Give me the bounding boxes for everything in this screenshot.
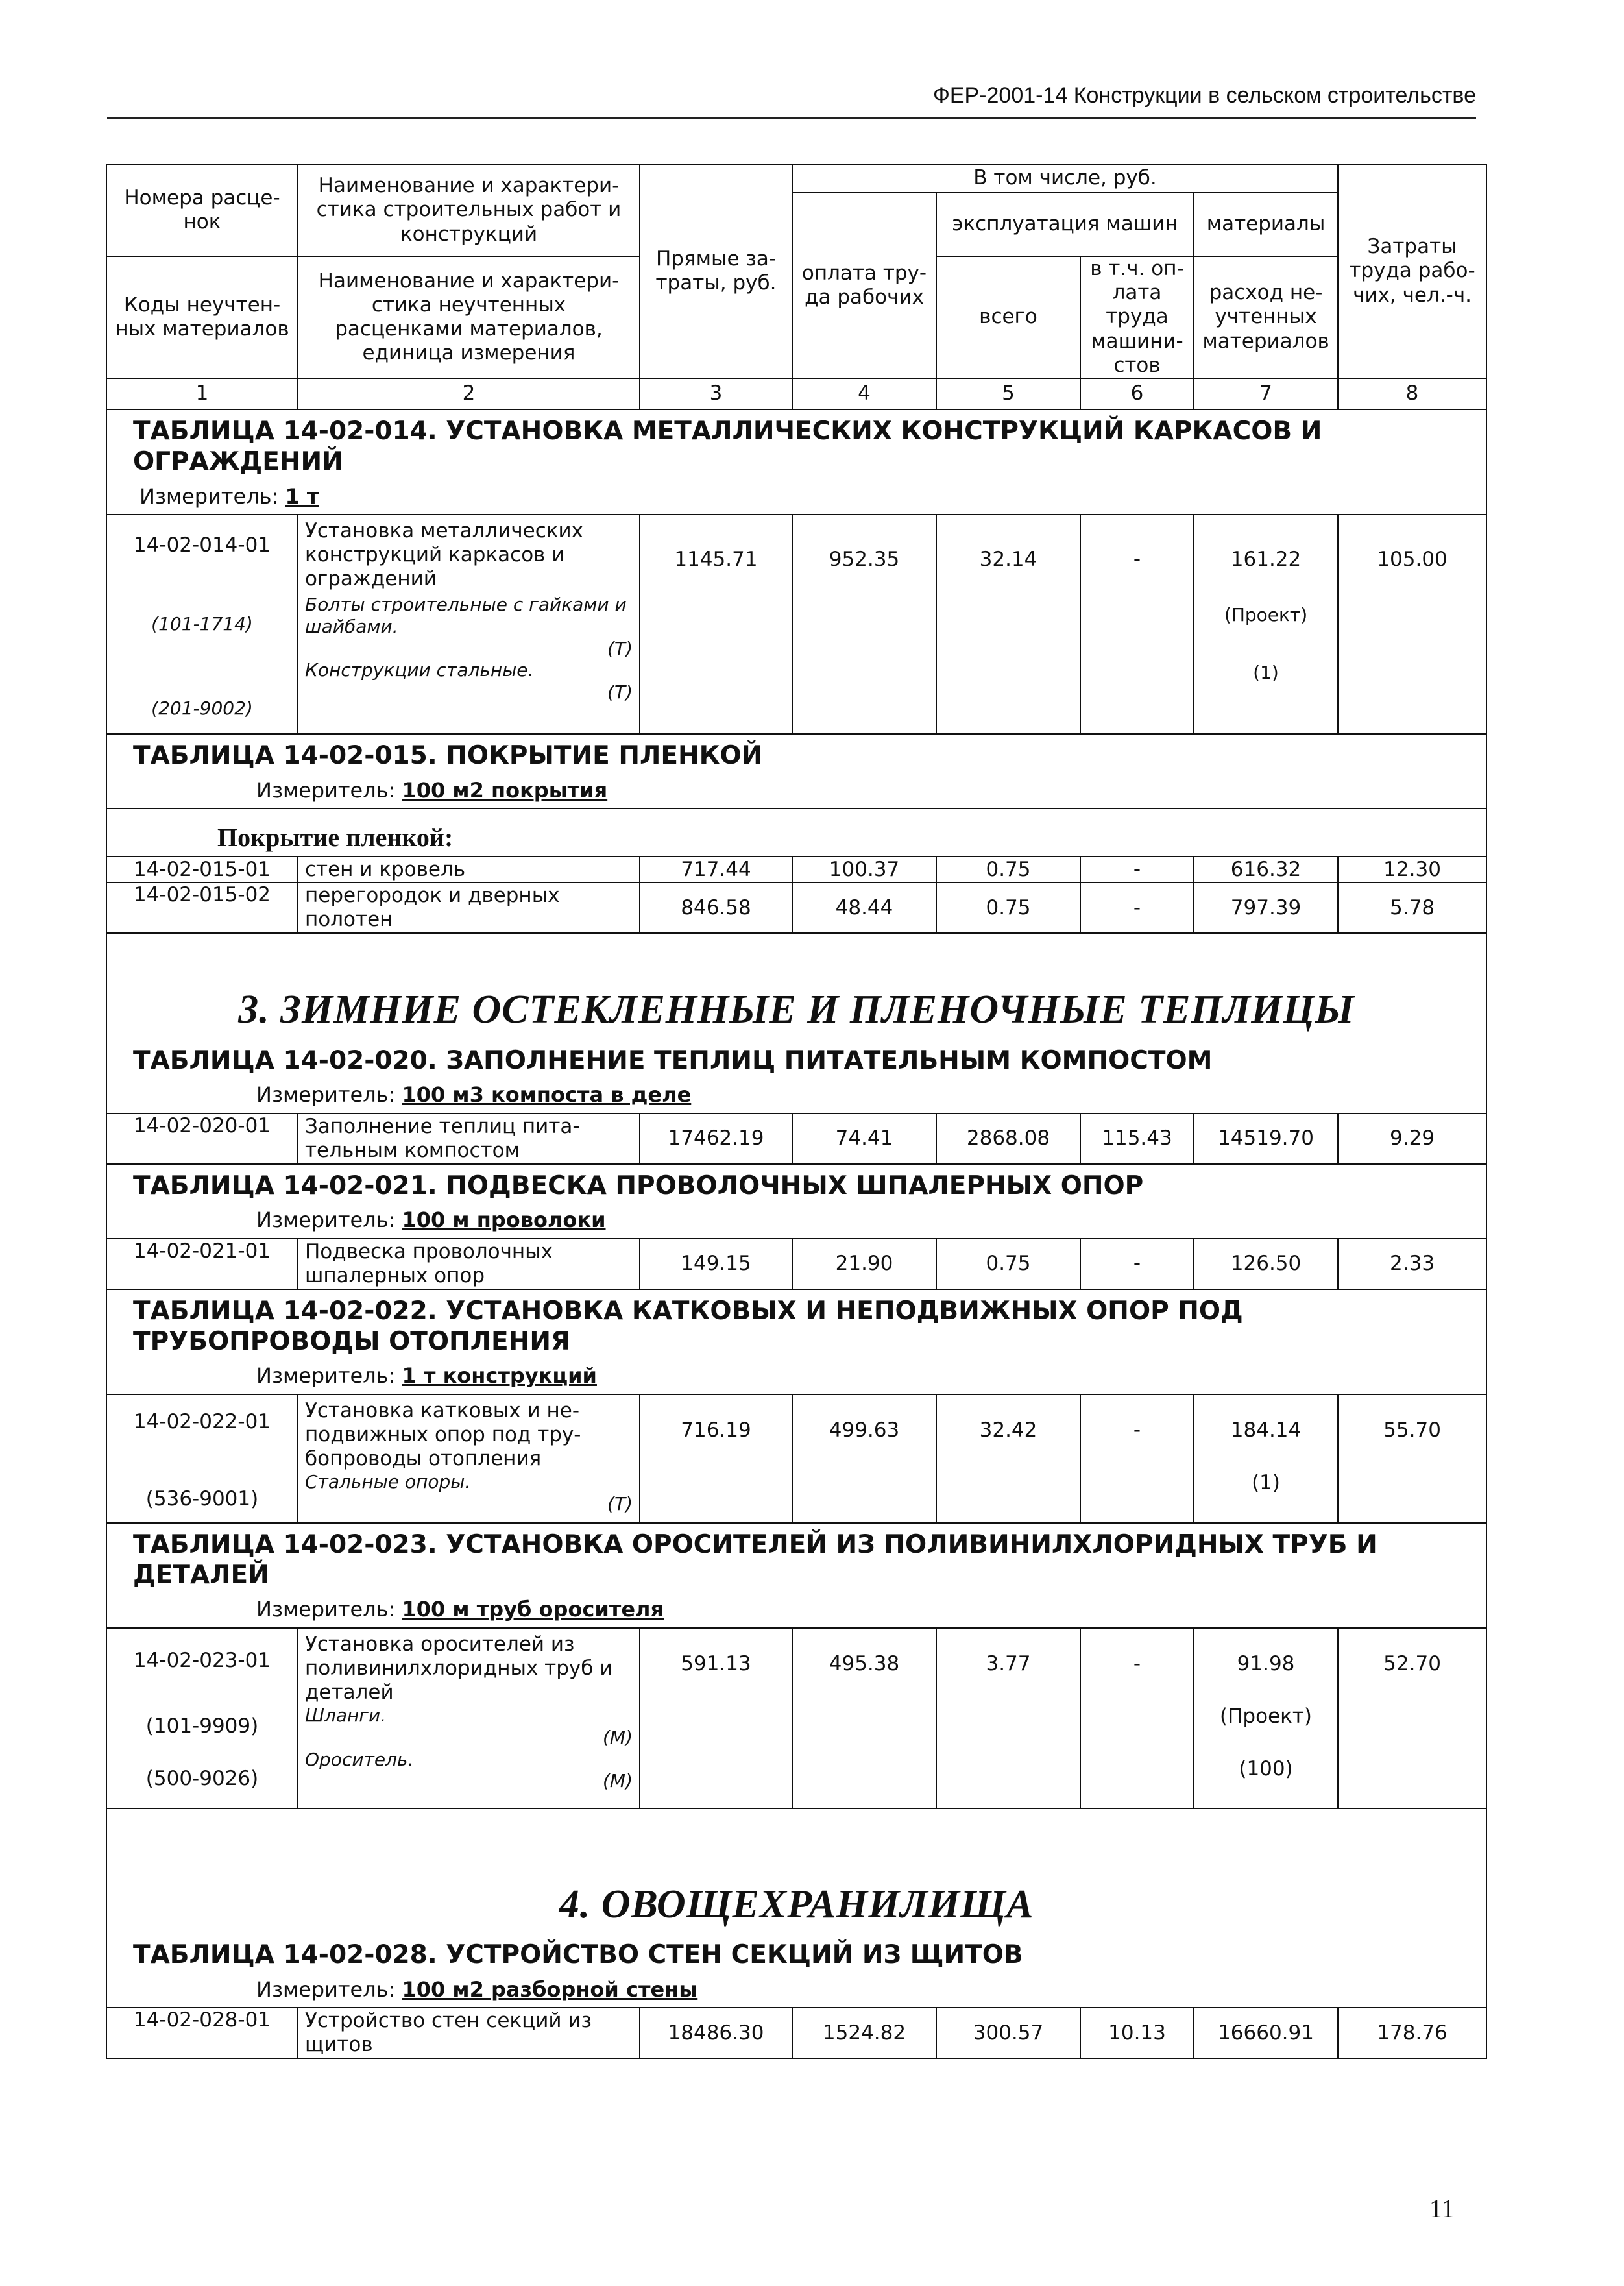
col-number: 3: [640, 378, 792, 409]
col-number: 5: [936, 378, 1080, 409]
table-015-meter: Измеритель: 100 м2 покрытия: [106, 775, 1486, 809]
rates-table: [106, 164, 1487, 2059]
col-number: 8: [1338, 378, 1486, 409]
table-014-title-row: [106, 409, 1486, 481]
header-labor-pay: оплата тру-да рабочих: [792, 193, 936, 378]
direct-cost-value: 18486.30: [640, 2008, 792, 2058]
col-number: 7: [1194, 378, 1338, 409]
section-3-row: [106, 933, 1486, 1039]
machinist-pay-value: 115.43: [1080, 1113, 1194, 1164]
table-028-meter: Измеритель: 100 м2 разборной стены: [106, 1975, 1486, 2008]
direct-cost-value: 846.58: [640, 882, 792, 933]
header-unaccounted-materials: расход не-учтенных материалов: [1194, 256, 1338, 378]
table-014-meter-row: [106, 481, 1486, 515]
materials-cell: 91.98 (Проект) (100): [1194, 1628, 1338, 1808]
section-4-title: 4. ОВОЩЕХРАНИЛИЩА: [106, 1808, 1486, 1934]
materials-value: 16660.91: [1194, 2008, 1338, 2058]
table-row: [106, 2008, 1486, 2058]
table-021-title-row: [106, 1164, 1486, 1206]
machines-total-value: 32.14: [936, 515, 1080, 734]
document-header-title: ФЕР-2001-14 Конструкции в сельском строительстве: [932, 83, 1476, 108]
labor-pay-value: 495.38: [792, 1628, 936, 1808]
header-work-name: Наименование и характери-стика строительных работ и конструкций: [298, 164, 640, 256]
labor-pay-value: 100.37: [792, 857, 936, 882]
header-materials: материалы: [1194, 193, 1338, 256]
table-028-title: ТАБЛИЦА 14-02-028. УСТРОЙСТВО СТЕН СЕКЦИЙ ИЗ ЩИТОВ: [106, 1934, 1486, 1975]
table-023-title-row: [106, 1523, 1486, 1595]
direct-cost-value: 149.15: [640, 1239, 792, 1289]
col-number: 6: [1080, 378, 1194, 409]
table-row: [106, 1628, 1486, 1808]
labor-pay-value: 952.35: [792, 515, 936, 734]
table-022-title-row: [106, 1289, 1486, 1361]
labor-cost-value: 12.30: [1338, 857, 1486, 882]
section-3-title: 3. ЗИМНИЕ ОСТЕКЛЕННЫЕ И ПЛЕНОЧНЫЕ ТЕПЛИЦЫ: [106, 933, 1486, 1039]
header-material-codes: Коды неучтен-ных материалов: [106, 256, 298, 378]
table-023-meter: Измеритель: 100 м труб оросителя: [106, 1594, 1486, 1627]
page-number: 11: [1429, 2194, 1455, 2223]
rate-code: 14-02-028-01: [106, 2008, 298, 2058]
table-022-title: ТАБЛИЦА 14-02-022. УСТАНОВКА КАТКОВЫХ И НЕПОДВИЖНЫХ ОПОР ПОД ТРУБОПРОВОДЫ ОТОПЛЕНИЯ: [106, 1289, 1486, 1361]
labor-cost-value: 178.76: [1338, 2008, 1486, 2058]
rate-name: Подвеска проволочных шпалерных опор: [298, 1239, 640, 1289]
table-row: [106, 1394, 1486, 1523]
table-row: [106, 857, 1486, 882]
rate-name-cell: Установка металлических конструкций каркасов и ограждений Болты строительные с гайками и шайбами. (Т) Конструкции стальные. (Т): [298, 515, 640, 734]
machines-total-value: 3.77: [936, 1628, 1080, 1808]
machines-total-value: 300.57: [936, 2008, 1080, 2058]
table-020-title: ТАБЛИЦА 14-02-020. ЗАПОЛНЕНИЕ ТЕПЛИЦ ПИТАТЕЛЬНЫМ КОМПОСТОМ: [106, 1040, 1486, 1080]
header-rate-numbers: Номера расце-нок: [106, 164, 298, 256]
machinist-pay-value: -: [1080, 1239, 1194, 1289]
machines-total-value: 0.75: [936, 1239, 1080, 1289]
table-023-title: ТАБЛИЦА 14-02-023. УСТАНОВКА ОРОСИТЕЛЕЙ ИЗ ПОЛИВИНИЛХЛОРИДНЫХ ТРУБ И ДЕТАЛЕЙ: [106, 1523, 1486, 1595]
header-rule: [107, 117, 1476, 119]
rate-code: 14-02-015-01: [106, 857, 298, 882]
machinist-pay-value: 10.13: [1080, 2008, 1194, 2058]
machinist-pay-value: -: [1080, 515, 1194, 734]
labor-cost-value: 5.78: [1338, 882, 1486, 933]
header-row-1: [106, 164, 1486, 193]
machines-total-value: 32.42: [936, 1394, 1080, 1523]
section-4-row: [106, 1808, 1486, 1934]
direct-cost-value: 17462.19: [640, 1113, 792, 1164]
labor-pay-value: 499.63: [792, 1394, 936, 1523]
col-number: 4: [792, 378, 936, 409]
machinist-pay-value: -: [1080, 1628, 1194, 1808]
direct-cost-value: 591.13: [640, 1628, 792, 1808]
rate-code: 14-02-021-01: [106, 1239, 298, 1289]
table-022-meter: Измеритель: 1 т конструкций: [106, 1361, 1486, 1394]
rate-code-cell: 14-02-014-01 (101-1714) (201-9002): [106, 515, 298, 734]
table-020-meter-row: [106, 1080, 1486, 1113]
table-015-title-row: [106, 734, 1486, 775]
table-row: [106, 1113, 1486, 1164]
table-015-meter-row: [106, 775, 1486, 809]
table-021-meter-row: [106, 1205, 1486, 1238]
header-material-name: Наименование и характери-стика неучтенных расценками материалов, единица измерения: [298, 256, 640, 378]
rate-code: 14-02-020-01: [106, 1113, 298, 1164]
labor-cost-value: 2.33: [1338, 1239, 1486, 1289]
rate-name-cell: Установка оросителей из поливинилхлоридных труб и деталей Шланги. (М) Ороситель. (М): [298, 1628, 640, 1808]
header-machines-total: всего: [936, 256, 1080, 378]
direct-cost-value: 717.44: [640, 857, 792, 882]
materials-value: 14519.70: [1194, 1113, 1338, 1164]
labor-cost-value: 55.70: [1338, 1394, 1486, 1523]
table-023-meter-row: [106, 1594, 1486, 1627]
labor-pay-value: 48.44: [792, 882, 936, 933]
table-022-meter-row: [106, 1361, 1486, 1394]
table-021-title: ТАБЛИЦА 14-02-021. ПОДВЕСКА ПРОВОЛОЧНЫХ ШПАЛЕРНЫХ ОПОР: [106, 1164, 1486, 1206]
rate-name: перегородок и дверных полотен: [298, 882, 640, 933]
labor-pay-value: 74.41: [792, 1113, 936, 1164]
rate-name-cell: Установка катковых и не-подвижных опор под тру-бопроводы отопления Стальные опоры. (Т): [298, 1394, 640, 1523]
materials-cell: 184.14 (1): [1194, 1394, 1338, 1523]
header-labor-cost: Затраты труда рабо-чих, чел.-ч.: [1338, 164, 1486, 378]
rate-code-cell: 14-02-022-01 (536-9001): [106, 1394, 298, 1523]
rate-name: Заполнение теплиц пита-тельным компостом: [298, 1113, 640, 1164]
header-machines: эксплуатация машин: [936, 193, 1194, 256]
machines-total-value: 0.75: [936, 857, 1080, 882]
rate-name: стен и кровель: [298, 857, 640, 882]
table-020-meter: Измеритель: 100 м3 компоста в деле: [106, 1080, 1486, 1113]
machinist-pay-value: -: [1080, 857, 1194, 882]
machines-total-value: 2868.08: [936, 1113, 1080, 1164]
labor-pay-value: 21.90: [792, 1239, 936, 1289]
labor-cost-value: 9.29: [1338, 1113, 1486, 1164]
materials-value: 797.39: [1194, 882, 1338, 933]
col-number: 1: [106, 378, 298, 409]
table-028-title-row: [106, 1934, 1486, 1975]
direct-cost-value: 716.19: [640, 1394, 792, 1523]
table-014-meter: Измеритель: 1 т: [106, 481, 1486, 515]
header-including: В том числе, руб.: [792, 164, 1338, 193]
table-row: [106, 882, 1486, 933]
table-row: [106, 1239, 1486, 1289]
table-015-subhead: Покрытие пленкой:: [106, 809, 1486, 857]
machinist-pay-value: -: [1080, 1394, 1194, 1523]
rate-code: 14-02-015-02: [106, 882, 298, 933]
labor-pay-value: 1524.82: [792, 2008, 936, 2058]
column-numbers-row: [106, 378, 1486, 409]
table-020-title-row: [106, 1040, 1486, 1080]
table-028-meter-row: [106, 1975, 1486, 2008]
header-direct-costs: Прямые за-траты, руб.: [640, 164, 792, 378]
table-021-meter: Измеритель: 100 м проволоки: [106, 1205, 1486, 1238]
materials-value: 126.50: [1194, 1239, 1338, 1289]
col-number: 2: [298, 378, 640, 409]
rate-name: Устройство стен секций из щитов: [298, 2008, 640, 2058]
header-machinist-pay: в т.ч. оп-лата труда машини-стов: [1080, 256, 1194, 378]
table-015-title: ТАБЛИЦА 14-02-015. ПОКРЫТИЕ ПЛЕНКОЙ: [106, 734, 1486, 775]
direct-cost-value: 1145.71: [640, 515, 792, 734]
rate-code-cell: 14-02-023-01 (101-9909) (500-9026): [106, 1628, 298, 1808]
table-row: [106, 515, 1486, 734]
table-014-title: ТАБЛИЦА 14-02-014. УСТАНОВКА МЕТАЛЛИЧЕСКИХ КОНСТРУКЦИЙ КАРКАСОВ И ОГРАЖДЕНИЙ: [106, 409, 1486, 481]
labor-cost-value: 105.00: [1338, 515, 1486, 734]
materials-cell: 161.22 (Проект) (1): [1194, 515, 1338, 734]
machinist-pay-value: -: [1080, 882, 1194, 933]
labor-cost-value: 52.70: [1338, 1628, 1486, 1808]
materials-value: 616.32: [1194, 857, 1338, 882]
machines-total-value: 0.75: [936, 882, 1080, 933]
table-015-subhead-row: [106, 809, 1486, 857]
